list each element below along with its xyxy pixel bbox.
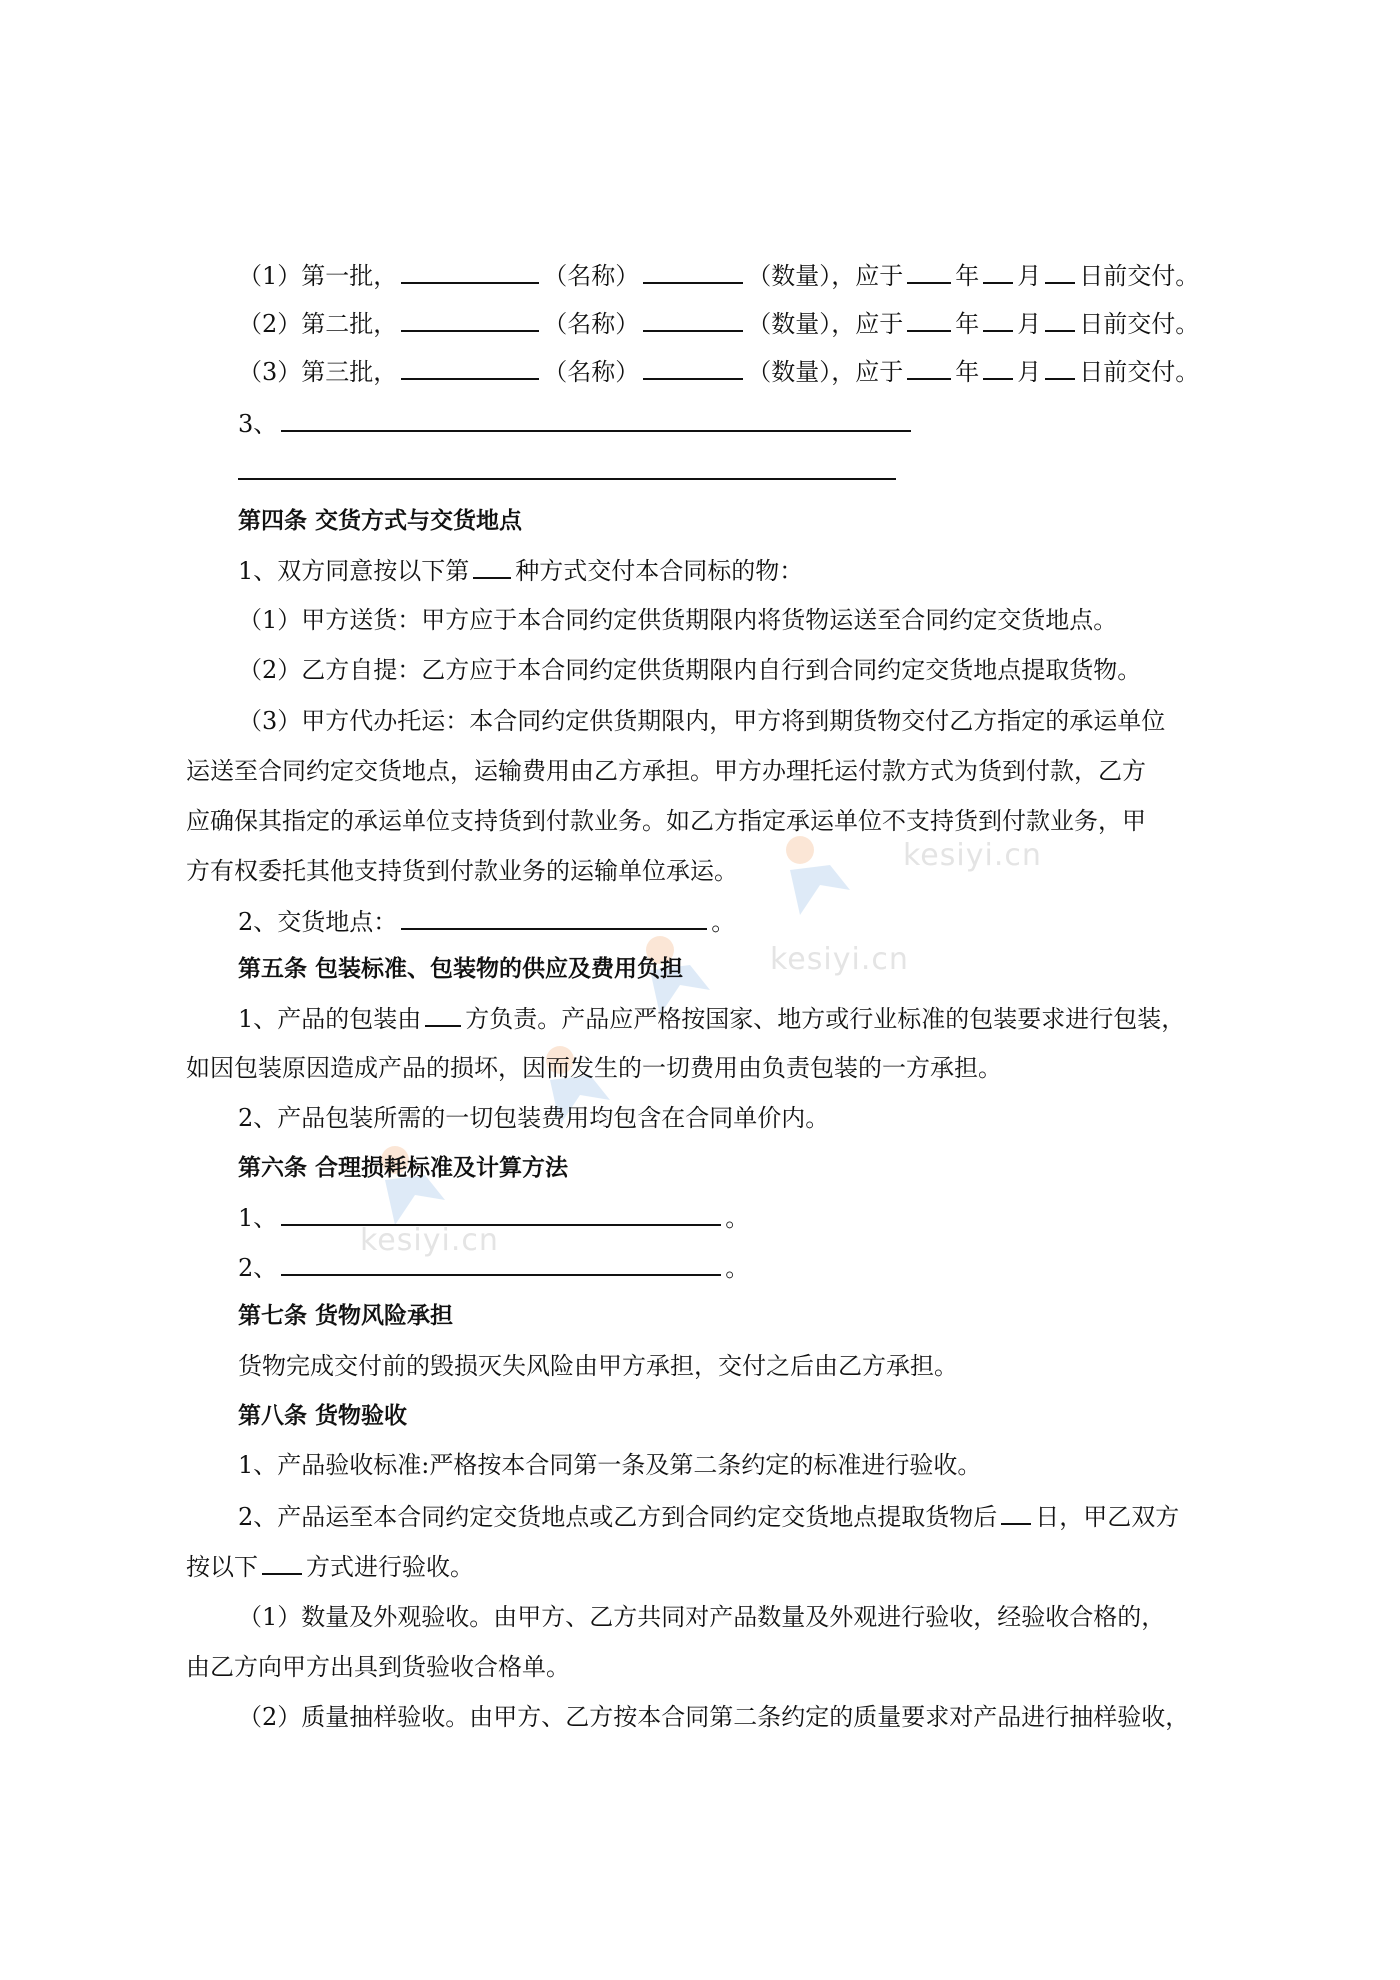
batch-1-line: （1）第一批， （名称） （数量），应于 年 月 日前交付。 (238, 258, 1199, 293)
blank-line[interactable] (238, 478, 896, 480)
quantity-blank[interactable] (643, 258, 743, 284)
para-line: （2）乙方自提：乙方应于本合同约定供货期限内自行到合同约定交货地点提取货物。 (238, 656, 1142, 684)
name-blank[interactable] (401, 306, 539, 332)
article-8-heading: 第八条 货物验收 (238, 1403, 408, 1429)
article-5-heading: 第五条 包装标准、包装物的供应及费用负担 (238, 956, 684, 982)
para-line: 如因包装原因造成产品的损坏，因而发生的一切费用由负责包装的一方承担。 (186, 1054, 1002, 1082)
loss-blank[interactable] (281, 1200, 721, 1226)
option-blank[interactable] (473, 553, 511, 579)
quantity-blank[interactable] (643, 306, 743, 332)
article-7-heading: 第七条 货物风险承担 (238, 1303, 454, 1329)
para-line: 2、产品运至本合同约定交货地点或乙方到合同约定交货地点提取货物后 日，甲乙双方 (238, 1499, 1179, 1534)
year-blank[interactable] (907, 258, 951, 284)
para-line: （2）质量抽样验收。由甲方、乙方按本合同第二条约定的质量要求对产品进行抽样验收， (238, 1703, 1190, 1731)
para-line: 2、产品包装所需的一切包装费用均包含在合同单价内。 (238, 1104, 830, 1132)
month-blank[interactable] (983, 258, 1013, 284)
para-line: 按以下 方式进行验收。 (186, 1549, 474, 1584)
item-3-blank[interactable] (281, 406, 911, 432)
name-blank[interactable] (401, 258, 539, 284)
month-blank[interactable] (983, 354, 1013, 380)
article-4-heading: 第四条 交货方式与交货地点 (238, 508, 523, 534)
watermark-text: kesiyi.cn (903, 838, 1042, 873)
para-line: 方有权委托其他支持货到付款业务的运输单位承运。 (186, 857, 738, 885)
quantity-blank[interactable] (643, 354, 743, 380)
batch-2-line: （2）第二批， （名称） （数量），应于 年 月 日前交付。 (238, 306, 1199, 341)
watermark-text: kesiyi.cn (770, 942, 909, 977)
method-blank[interactable] (262, 1549, 302, 1575)
year-blank[interactable] (907, 306, 951, 332)
delivery-location-blank[interactable] (401, 904, 707, 930)
year-blank[interactable] (907, 354, 951, 380)
watermark-text: kesiyi.cn (360, 1223, 499, 1258)
para-line: 应确保其指定的承运单位支持货到付款业务。如乙方指定承运单位不支持货到付款业务，甲 (186, 807, 1146, 835)
para-line: 2、 。 (238, 1250, 749, 1285)
para-line: 1、 。 (238, 1200, 749, 1235)
para-line: （1）数量及外观验收。由甲方、乙方共同对产品数量及外观进行验收，经验收合格的， (238, 1603, 1166, 1631)
para-line: 由乙方向甲方出具到货验收合格单。 (186, 1653, 570, 1681)
para-line: 运送至合同约定交货地点，运输费用由乙方承担。甲方办理托运付款方式为货到付款，乙方 (186, 757, 1146, 785)
party-blank[interactable] (425, 1001, 461, 1027)
item-3-line: 3、 (238, 406, 915, 441)
para-line: 2、交货地点： 。 (238, 904, 735, 939)
para-line: 1、双方同意按以下第 种方式交付本合同标的物： (238, 553, 803, 588)
para-line: 1、产品验收标准:严格按本合同第一条及第二条约定的标准进行验收。 (238, 1451, 982, 1479)
para-line: （1）甲方送货：甲方应于本合同约定供货期限内将货物运送至合同约定交货地点。 (238, 606, 1118, 634)
day-blank[interactable] (1045, 306, 1075, 332)
day-blank[interactable] (1045, 258, 1075, 284)
day-blank[interactable] (1045, 354, 1075, 380)
loss-blank[interactable] (281, 1250, 721, 1276)
para-line: 货物完成交付前的毁损灭失风险由甲方承担，交付之后由乙方承担。 (238, 1352, 958, 1380)
para-line: 1、产品的包装由 方负责。产品应严格按国家、地方或行业标准的包装要求进行包装， (238, 1001, 1185, 1036)
runner-logo-watermark (760, 830, 910, 930)
para-line: （3）甲方代办托运：本合同约定供货期限内，甲方将到期货物交付乙方指定的承运单位 (238, 707, 1166, 735)
month-blank[interactable] (983, 306, 1013, 332)
batch-3-line: （3）第三批， （名称） （数量），应于 年 月 日前交付。 (238, 354, 1199, 389)
article-6-heading: 第六条 合理损耗标准及计算方法 (238, 1155, 569, 1181)
days-blank[interactable] (1001, 1499, 1031, 1525)
name-blank[interactable] (401, 354, 539, 380)
